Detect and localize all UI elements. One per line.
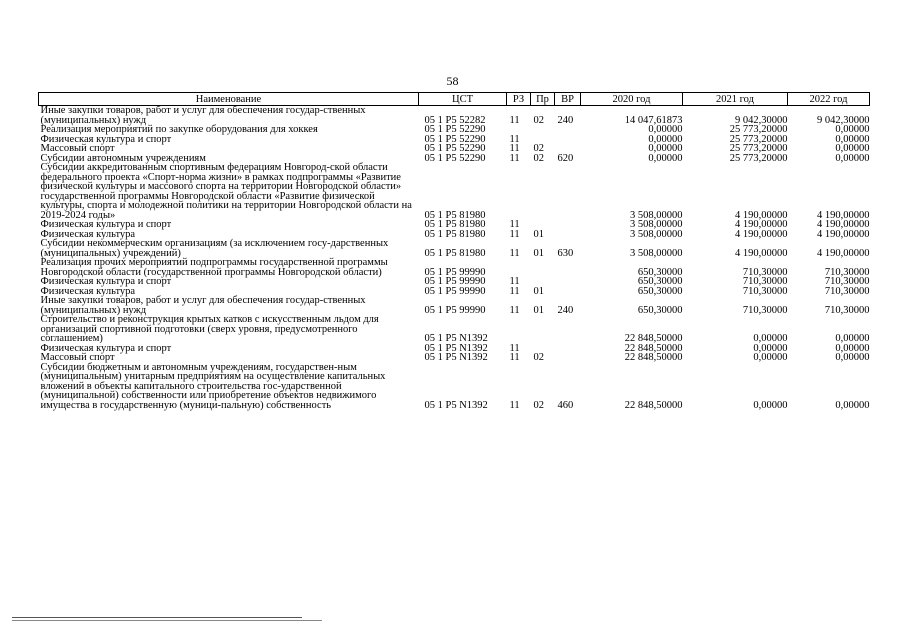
row-2021: 25 773,20000	[729, 143, 788, 154]
row-csr: 05 1 P5 99990	[424, 285, 486, 297]
row-vr: 240	[557, 114, 574, 126]
row-csr: 05 1 P5 81980	[424, 228, 486, 240]
header-vr: ВР	[555, 93, 581, 106]
row-rz: 11	[509, 133, 520, 145]
row-pr: 01	[533, 228, 544, 240]
row-2020: 0,00000	[648, 124, 683, 135]
row-name: Массовый спорт	[40, 352, 115, 363]
row-2021: 710,30000	[742, 266, 788, 278]
row-2021: 710,30000	[742, 276, 788, 287]
row-vr	[555, 230, 581, 240]
row-pr: 02	[533, 152, 544, 164]
row-2022: 0,00000	[835, 352, 870, 363]
row-vr: 240	[557, 304, 574, 316]
table-row	[39, 296, 870, 315]
row-vr: 630	[557, 247, 574, 259]
row-2022: 710,30000	[824, 276, 870, 287]
row-csr: 05 1 P5 81980	[424, 209, 486, 221]
row-2022: 4 190,00000	[817, 219, 870, 230]
row-rz: 11	[509, 219, 520, 230]
row-rz: 11	[509, 114, 520, 126]
table-row	[39, 315, 870, 344]
row-2021: 0,00000	[753, 342, 788, 354]
row-csr: 05 1 P5 52290	[424, 124, 486, 135]
row-2020: 14 047,61873	[624, 114, 683, 126]
row-2022: 0,00000	[835, 342, 870, 354]
row-rz: 11	[509, 228, 520, 240]
row-2020: 0,00000	[648, 133, 683, 145]
row-2021: 710,30000	[742, 285, 788, 297]
row-2020: 22 848,50000	[624, 342, 683, 354]
row-csr: 05 1 P5 N1392	[424, 333, 488, 344]
table-row	[39, 106, 870, 126]
header-csr: ЦСТ	[419, 93, 507, 106]
row-2020: 0,00000	[648, 152, 683, 164]
row-2022: 4 190,00000	[817, 228, 870, 240]
row-pr: 02	[533, 114, 544, 126]
row-vr: 460	[557, 399, 574, 411]
row-csr: 05 1 P5 N1392	[424, 399, 488, 411]
row-vr	[555, 135, 581, 145]
row-pr: 02	[533, 399, 544, 411]
row-2020: 22 848,50000	[624, 333, 683, 344]
row-2022: 0,00000	[835, 143, 870, 154]
row-name: Физическая культура и спорт	[40, 276, 172, 287]
row-name: Иные закупки товаров, работ и услуг для обеспечения государ-ственных (муниципальных) нужд	[40, 295, 366, 316]
row-vr: 620	[557, 152, 574, 164]
row-csr: 05 1 P5 99990	[424, 266, 486, 278]
row-name: Массовый спорт	[40, 143, 115, 154]
table-row	[39, 239, 870, 258]
row-pr: 02	[533, 143, 544, 154]
row-pr	[531, 258, 555, 277]
row-name: Физическая культура и спорт	[40, 342, 172, 354]
row-2021: 4 190,00000	[735, 247, 788, 259]
row-rz	[507, 315, 531, 344]
row-name: Физическая культура и спорт	[40, 219, 172, 230]
row-vr	[555, 258, 581, 277]
row-2022: 0,00000	[835, 152, 870, 164]
row-rz: 11	[509, 399, 520, 411]
row-2022: 9 042,30000	[817, 114, 870, 126]
row-2020: 22 848,50000	[624, 352, 683, 363]
row-2020: 3 508,00000	[630, 209, 683, 221]
row-csr: 05 1 P5 N1392	[424, 342, 488, 354]
row-rz	[507, 163, 531, 220]
row-2021: 9 042,30000	[735, 114, 788, 126]
row-name: Иные закупки товаров, работ и услуг для обеспечения государ-ственных (муниципальных) нужд	[40, 105, 366, 126]
row-2022: 0,00000	[835, 399, 870, 411]
header-pr: Пр	[531, 93, 555, 106]
row-pr	[531, 163, 555, 220]
row-name: Субсидии бюджетным и автономным учреждениям, государствен-ным (муниципальным) унитарным предприятиям на осуществление капитальных вложений в объекты капитального строительства гос-ударственной (муниципальной) собственности или приобретение объектов недвижимого имущества в государственную (муници-пальную) собственность	[40, 361, 386, 411]
row-csr: 05 1 P5 81980	[424, 247, 486, 259]
header-2020: 2020 год	[581, 93, 683, 106]
row-2021: 4 190,00000	[735, 228, 788, 240]
row-2020: 22 848,50000	[624, 399, 683, 411]
row-rz: 11	[509, 276, 520, 287]
row-2021: 0,00000	[753, 399, 788, 411]
row-vr	[555, 287, 581, 297]
row-csr: 05 1 P5 N1392	[424, 352, 488, 363]
row-rz: 11	[509, 352, 520, 363]
footer-rule-secondary	[12, 620, 322, 621]
row-2020: 3 508,00000	[630, 219, 683, 230]
row-2021: 25 773,20000	[729, 152, 788, 164]
row-2020: 650,30000	[637, 266, 683, 278]
page-number: 58	[446, 74, 459, 88]
row-pr: 01	[533, 304, 544, 316]
row-pr: 02	[533, 352, 544, 363]
row-2021: 0,00000	[753, 352, 788, 363]
row-name: Физическая культура	[40, 285, 136, 297]
row-name: Реализация прочих мероприятий подпрограммы государственной программы Новгородской области (государственной программы Новгородской области)	[40, 257, 388, 278]
header-name: Наименование	[39, 93, 419, 106]
row-vr	[555, 344, 581, 354]
row-2021: 4 190,00000	[735, 209, 788, 221]
row-vr	[555, 163, 581, 220]
row-2022: 710,30000	[824, 304, 870, 316]
row-rz: 11	[509, 304, 520, 316]
row-rz: 11	[509, 152, 520, 164]
row-csr: 05 1 P5 99990	[424, 304, 486, 316]
row-csr: 05 1 P5 52290	[424, 143, 486, 154]
table-row	[39, 363, 870, 411]
row-2021: 25 773,20000	[729, 133, 788, 145]
row-2020: 650,30000	[637, 304, 683, 316]
row-name: Субсидии некоммерческим организациям (за исключением госу-дарственных (муниципальных) учреждений)	[40, 238, 389, 259]
row-2020: 0,00000	[648, 143, 683, 154]
row-2022: 0,00000	[835, 124, 870, 135]
row-name: Физическая культура и спорт	[40, 133, 172, 145]
row-name: Физическая культура	[40, 228, 136, 240]
row-csr: 05 1 P5 99990	[424, 276, 486, 287]
row-csr: 05 1 P5 52282	[424, 114, 486, 126]
row-rz: 11	[509, 247, 520, 259]
row-name: Субсидии автономным учреждениям	[40, 152, 206, 164]
row-2020: 3 508,00000	[630, 247, 683, 259]
row-2022: 4 190,00000	[817, 209, 870, 221]
row-vr	[555, 220, 581, 230]
row-pr: 01	[533, 285, 544, 297]
footer-rule	[12, 617, 302, 618]
row-2020: 650,30000	[637, 276, 683, 287]
table-body	[39, 106, 870, 411]
row-2020: 650,30000	[637, 285, 683, 297]
row-vr	[555, 353, 581, 363]
row-2021: 710,30000	[742, 304, 788, 316]
header-2021: 2021 год	[683, 93, 788, 106]
row-pr: 01	[533, 247, 544, 259]
row-pr	[531, 315, 555, 344]
row-csr: 05 1 P5 52290	[424, 133, 486, 145]
row-2020: 3 508,00000	[630, 228, 683, 240]
row-vr	[555, 315, 581, 344]
row-2022: 0,00000	[835, 133, 870, 145]
row-name: Субсидии аккредитованным спортивным федерациям Новгород-ской области федерального проекта «Спорт-норма жизни» в рамках подпрограммы «Развитие физической культуры и массового спорта на территории Новгородской области» государственной программы Новгородской области «Развитие физической культуры, спорта и молодежной политики на территории Новгородской области на 2019-2024 годы»	[40, 162, 412, 221]
row-rz: 11	[509, 342, 520, 354]
row-2021: 4 190,00000	[735, 219, 788, 230]
row-2021: 25 773,20000	[729, 124, 788, 135]
row-rz	[507, 258, 531, 277]
header-rz: РЗ	[507, 93, 531, 106]
table-row	[39, 258, 870, 277]
table-header-row	[39, 93, 870, 106]
row-csr: 05 1 P5 52290	[424, 152, 486, 164]
header-2022: 2022 год	[788, 93, 870, 106]
row-2022: 710,30000	[824, 285, 870, 297]
row-vr	[555, 277, 581, 287]
table-row	[39, 163, 870, 220]
row-rz: 11	[509, 143, 520, 154]
row-rz: 11	[509, 285, 520, 297]
row-name: Строительство и реконструкция крытых катков с искусственным льдом для организаций спортивной подготовки (сверх уровня, предусмотренного соглашением)	[40, 314, 379, 344]
budget-table	[38, 92, 870, 410]
row-vr	[555, 125, 581, 135]
row-2022: 710,30000	[824, 266, 870, 278]
row-2022: 4 190,00000	[817, 247, 870, 259]
row-pr	[531, 125, 555, 135]
row-csr: 05 1 P5 81980	[424, 219, 486, 230]
row-2022: 0,00000	[835, 333, 870, 344]
row-2021: 0,00000	[753, 333, 788, 344]
row-name: Реализация мероприятий по закупке оборудования для хоккея	[40, 124, 318, 135]
